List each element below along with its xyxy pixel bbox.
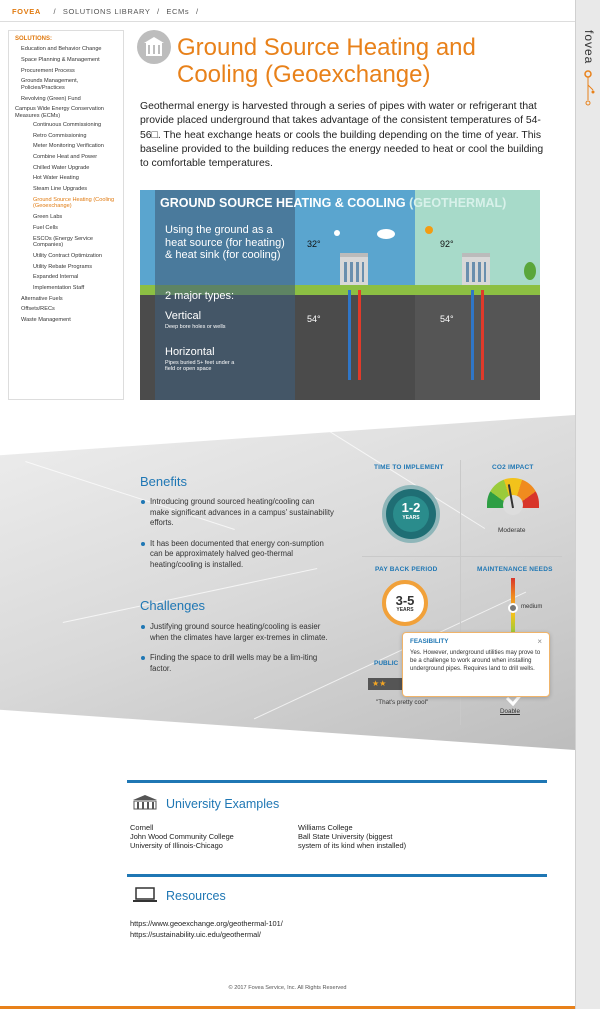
sidebar-item[interactable]: Waste Management bbox=[21, 317, 71, 324]
ground-temp-left: 54° bbox=[307, 314, 321, 324]
sidebar-subitem[interactable]: Utility Contract Optimization bbox=[33, 252, 103, 259]
right-rail bbox=[575, 0, 600, 1009]
benefits-heading: Benefits bbox=[140, 474, 187, 489]
geothermal-infographic bbox=[140, 190, 540, 400]
university-heading: University Examples bbox=[166, 797, 280, 811]
snowflake-icon bbox=[332, 228, 342, 238]
feasibility-popup bbox=[402, 632, 550, 697]
resources-heading: Resources bbox=[166, 889, 226, 903]
footer-copyright: © 2017 Fovea Service, Inc. All Rights Reserved bbox=[228, 985, 347, 991]
sidebar-heading: SOLUTIONS: bbox=[15, 36, 52, 42]
sidebar-subitem[interactable]: Retro Commissioning bbox=[33, 132, 87, 139]
building-left-icon bbox=[340, 253, 368, 285]
sidebar-subitem[interactable]: Chilled Water Upgrade bbox=[33, 164, 90, 171]
list-item: Cornell bbox=[130, 823, 154, 832]
sidebar-subitem[interactable]: Meter Monitoring Verification bbox=[33, 143, 104, 150]
resources-list bbox=[130, 918, 283, 941]
sun-icon bbox=[423, 224, 435, 236]
laptop-icon bbox=[131, 887, 159, 903]
building-right-icon bbox=[462, 253, 490, 285]
sidebar-item[interactable]: Education and Behavior Change bbox=[21, 46, 102, 53]
list-item: University of Illinois-Chicago bbox=[130, 841, 223, 851]
maintenance-value: medium bbox=[521, 604, 543, 610]
sidebar-item[interactable]: Alternative Fuels bbox=[21, 295, 63, 302]
benefits-list bbox=[140, 497, 335, 580]
major-types-text: 2 major types: bbox=[165, 290, 235, 302]
sidebar-item[interactable]: Grounds Management, Policies/Practices bbox=[21, 78, 79, 91]
feasibility-link[interactable]: Doable bbox=[500, 708, 520, 715]
brand-link[interactable]: FOVEA bbox=[12, 7, 41, 16]
sidebar-item[interactable]: Procurement Process bbox=[21, 67, 75, 74]
sidebar-subitem[interactable]: Green Labs bbox=[33, 214, 63, 221]
public-quote: "That's pretty cool" bbox=[376, 699, 429, 706]
list-item: system of its kind when installed) bbox=[298, 841, 407, 851]
university-col-1 bbox=[130, 823, 234, 850]
stopwatch-icon: 1-2 YEARS bbox=[382, 485, 440, 543]
time-to-implement-label: TIME TO IMPLEMENT bbox=[374, 464, 444, 471]
sidebar-item[interactable]: Offsets/RECs bbox=[21, 306, 55, 313]
sidebar-subitem[interactable]: Steam Line Upgrades bbox=[33, 186, 88, 193]
challenges-heading: Challenges bbox=[140, 598, 206, 613]
popup-title: FEASIBILITY bbox=[410, 638, 449, 645]
resource-link[interactable]: https://sustainability.uic.edu/geothermal/ bbox=[130, 930, 261, 940]
horizontal-label: Horizontal bbox=[165, 346, 215, 358]
challenges-list bbox=[140, 622, 335, 684]
list-item: It has been documented that energy con-sumption can be approximately halved geo-thermal heating/cooling is installed. bbox=[140, 539, 335, 571]
ground-temp-right: 54° bbox=[440, 314, 454, 324]
close-icon[interactable]: × bbox=[537, 637, 542, 646]
snow-cloud-icon bbox=[375, 228, 397, 242]
public-label: PUBLIC bbox=[374, 660, 399, 667]
breadcrumb: FOVEA / SOLUTIONS LIBRARY / ECMs / bbox=[0, 0, 575, 22]
star-rating: ★★ bbox=[368, 678, 406, 690]
sidebar-subitem[interactable]: Ground Source Heating (Cooling (Geoexchange) bbox=[33, 196, 115, 210]
list-item: Finding the space to drill wells may be a lim-iting factor. bbox=[140, 653, 335, 674]
sidebar-subitem[interactable]: Continuous Commissioning bbox=[33, 121, 102, 128]
list-item: John Wood Community College bbox=[130, 832, 234, 842]
sidebar-item[interactable]: Space Planning & Management bbox=[21, 56, 100, 63]
maintenance-label: MAINTENANCE NEEDS bbox=[477, 566, 553, 573]
solutions-sidebar bbox=[8, 30, 124, 400]
maintenance-indicator bbox=[508, 603, 518, 613]
popup-text: Yes. However, underground utilities may prove to be a challenge to work around when installing underground pipes. Requires land to drill wells. bbox=[410, 649, 541, 672]
details-background bbox=[0, 415, 575, 750]
tree-icon bbox=[523, 262, 537, 286]
temp-cold: 32° bbox=[307, 239, 321, 249]
infographic-title: GROUND SOURCE HEATING & COOLING (GEOTHERMAL) bbox=[160, 196, 507, 210]
sidebar-subitem[interactable]: Hot Water Heating bbox=[33, 175, 79, 182]
vertical-label: Vertical bbox=[165, 310, 202, 322]
time-value: 1-2 bbox=[401, 500, 421, 515]
using-ground-text: Using the ground as a heat source (for heating) & heat sink (for cooling) bbox=[165, 224, 285, 262]
breadcrumb-solutions-library[interactable]: SOLUTIONS LIBRARY bbox=[62, 7, 151, 16]
payback-value: 3-5 bbox=[395, 593, 415, 608]
sidebar-subitem[interactable]: Utility Rebate Programs bbox=[33, 263, 93, 270]
sidebar-subitem[interactable]: Combine Heat and Power bbox=[33, 153, 98, 160]
building-icon bbox=[137, 30, 171, 64]
sidebar-item[interactable]: Revolving (Green) Fund bbox=[21, 95, 81, 102]
sidebar-subitem[interactable]: ESCOs (Energy Service Companies) bbox=[33, 235, 93, 249]
payback-badge: 3-5 YEARS bbox=[382, 580, 428, 626]
horizontal-sub: Pipes buried 5+ feet under a field or open space bbox=[165, 360, 235, 372]
sidebar-subitem[interactable]: Fuel Cells bbox=[33, 224, 58, 231]
list-item: Ball State University (biggest bbox=[298, 832, 393, 842]
sidebar-subitem[interactable]: Implementation Staff bbox=[33, 285, 85, 292]
breadcrumb-ecms[interactable]: ECMs bbox=[166, 7, 190, 16]
list-item: Introducing ground sourced heating/cooling can make significant advances in a campus' sustainability efforts. bbox=[140, 497, 335, 529]
page-title: Ground Source Heating and Cooling (Geoexchange) bbox=[177, 34, 476, 88]
sidebar-group-ecms[interactable]: Campus Wide Energy Conservation Measures (ECMs) bbox=[15, 106, 104, 120]
co2-value: Moderate bbox=[498, 527, 526, 534]
payback-label: PAY BACK PERIOD bbox=[375, 566, 438, 573]
fovea-logo[interactable]: fovea bbox=[582, 30, 596, 65]
intro-paragraph: Geothermal energy is harvested through a series of pipes with water or refrigerant that provide placed underground that takes advantage of the consistent temperatures of 54-56□. The heat exchange heats or cools the building depending on the time of year. This baseline provided to the building reduces the energy needed to heat or cool the building to comfortable temperatures. bbox=[140, 101, 544, 170]
resource-link[interactable]: https://www.geoexchange.org/geothermal-101/ bbox=[130, 919, 283, 928]
co2-impact-label: CO2 IMPACT bbox=[492, 464, 534, 471]
university-icon bbox=[131, 795, 159, 811]
university-col-2 bbox=[298, 823, 406, 850]
sidebar-subitem[interactable]: Expanded Internal bbox=[33, 274, 79, 281]
list-item: Justifying ground source heating/cooling is easier when the climates have larger ex-tremes in climate. bbox=[140, 622, 335, 643]
list-item: Williams College bbox=[298, 823, 353, 832]
temp-hot: 92° bbox=[440, 239, 454, 249]
circuit-icon bbox=[581, 70, 595, 110]
vertical-sub: Deep bore holes or wells bbox=[165, 324, 226, 330]
